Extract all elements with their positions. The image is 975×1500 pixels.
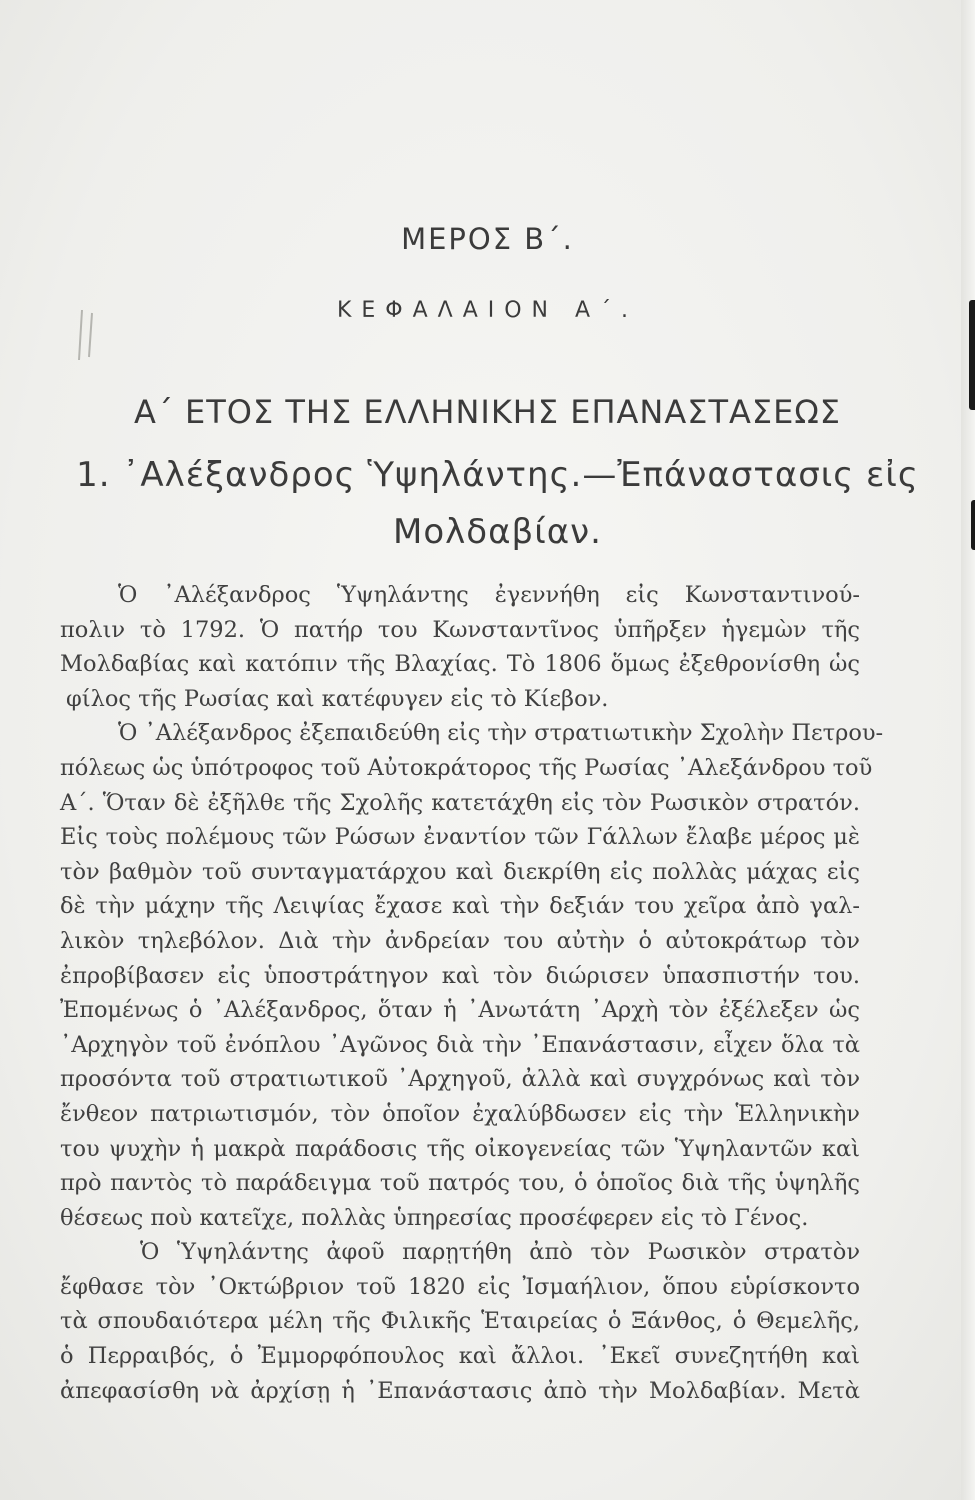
- text-line: λικὸν τηλεβόλον. Διὰ τὴν ἀνδρείαν του αὐτὴν ὁ αὐτοκράτωρ τὸν: [60, 927, 860, 954]
- text-line: τὸν βαθμὸν τοῦ συνταγματάρχου καὶ διεκρίθη εἰς πολλὰς μάχας εἰς: [60, 858, 860, 885]
- text-line: προσόντα τοῦ στρατιωτικοῦ ᾿Αρχηγοῦ, ἀλλὰ καὶ συγχρόνως καὶ τὸν: [60, 1066, 860, 1093]
- text-line: Ἐπομένως ὁ ᾿Αλέξανδρος, ὅταν ἡ ᾿Ανωτάτη ᾿Αρχὴ τὸν ἐξέλεξεν ὡς: [60, 997, 860, 1024]
- text-line: ἔνθεον πατριωτισμόν, τὸν ὁποῖον ἐχαλύβδωσεν εἰς τὴν Ἑλληνικὴν: [60, 1100, 860, 1127]
- text-line: Ὁ ᾿Αλέξανδρος Ὑψηλάντης ἐγεννήθη εἰς Κωνσταντινού-: [118, 582, 860, 608]
- section-title: 1. ᾿Αλέξανδρος Ὑψηλάντης.—Ἐπάναστασις εἰς: [76, 455, 919, 495]
- part-title: ΜΕΡΟΣ Β΄.: [401, 222, 574, 256]
- text-line: ἔφθασε τὸν ᾿Οκτώβριον τοῦ 1820 εἰς Ἰσμαήλιον, ὅπου εὑρίσκοντο: [60, 1273, 860, 1300]
- text-line: Α΄. Ὅταν δὲ ἐξῆλθε τῆς Σχολῆς κατετάχθη εἰς τὸν Ρωσικὸν στρατόν.: [60, 789, 860, 816]
- text-line: Μολδαβίας καὶ κατόπιν τῆς Βλαχίας. Τὸ 1806 ὅμως ἐξεθρονίσθη ὡς: [60, 651, 860, 678]
- text-line: τὰ σπουδαιότερα μέλη τῆς Φιλικῆς Ἑταιρείας ὁ Ξάνθος, ὁ Θεμελῆς,: [60, 1308, 860, 1335]
- text-line: πολιν τὸ 1792. Ὁ πατήρ του Κωνσταντῖνος ὑπῆρξεν ἡγεμὼν τῆς: [60, 616, 860, 643]
- text-line: ὁ Περραιβός, ὁ Ἐμμορφόπουλος καὶ ἄλλοι. ᾿Εκεῖ συνεζητήθη καὶ: [60, 1343, 860, 1370]
- text-line: πόλεως ὡς ὑπότροφος τοῦ Αὐτοκράτορος τῆς Ρωσίας ᾿Αλεξάνδρου τοῦ: [60, 754, 873, 781]
- text-line: ᾿Αρχηγὸν τοῦ ἐνόπλου ᾿Αγῶνος διὰ τὴν ᾿Επανάστασιν, εἶχεν ὅλα τὰ: [60, 1031, 860, 1058]
- body-text: [60, 578, 884, 1408]
- section-title-continued: Μολδαβίαν.: [393, 512, 602, 552]
- text-line: πρὸ παντὸς τὸ παράδειγμα τοῦ πατρός του, ὁ ὁποῖος διὰ τῆς ὑψηλῆς: [60, 1170, 860, 1197]
- text-line: ἐπροβίβασεν εἰς ὑποστράτηγον καὶ τὸν διώρισεν ὑπασπιστήν του.: [60, 962, 860, 989]
- text-line: του ψυχὴν ἡ μακρὰ παράδοσις τῆς οἰκογενείας τῶν Ὑψηλαντῶν καὶ: [60, 1135, 860, 1162]
- chapter-title: ΚΕΦΑΛΑΙΟΝ Α΄.: [336, 298, 639, 323]
- text-line: Ὁ ᾿Αλέξανδρος ἐξεπαιδεύθη εἰς τὴν στρατιωτικὴν Σχολὴν Πετρου-: [118, 720, 884, 747]
- text-line: Εἰς τοὺς πολέμους τῶν Ρώσων ἐναντίον τῶν Γάλλων ἔλαβε μέρος μὲ: [60, 824, 860, 851]
- text-line: ἀπεφασίσθη νὰ ἀρχίσῃ ἡ ᾿Επανάστασις ἀπὸ τὴν Μολδαβίαν. Μετὰ: [60, 1377, 860, 1404]
- text-line: θέσεως ποὺ κατεῖχε, πολλὰς ὑπηρεσίας προσέφερεν εἰς τὸ Γένος.: [60, 1204, 809, 1231]
- text-line: δὲ τὴν μάχην τῆς Λειψίας ἔχασε καὶ τὴν δεξιάν του χεῖρα ἀπὸ γαλ-: [60, 893, 860, 920]
- era-title: Α΄ ΕΤΟΣ ΤΗΣ ΕΛΛΗΝΙΚΗΣ ΕΠΑΝΑΣΤΑΣΕΩΣ: [133, 393, 842, 431]
- text-line: φίλος τῆς Ρωσίας καὶ κατέφυγεν εἰς τὸ Κίεβον.: [66, 685, 609, 712]
- text-line: Ὁ Ὑψηλάντης ἀφοῦ παρῃτήθη ἀπὸ τὸν Ρωσικὸν στρατὸν: [140, 1239, 860, 1266]
